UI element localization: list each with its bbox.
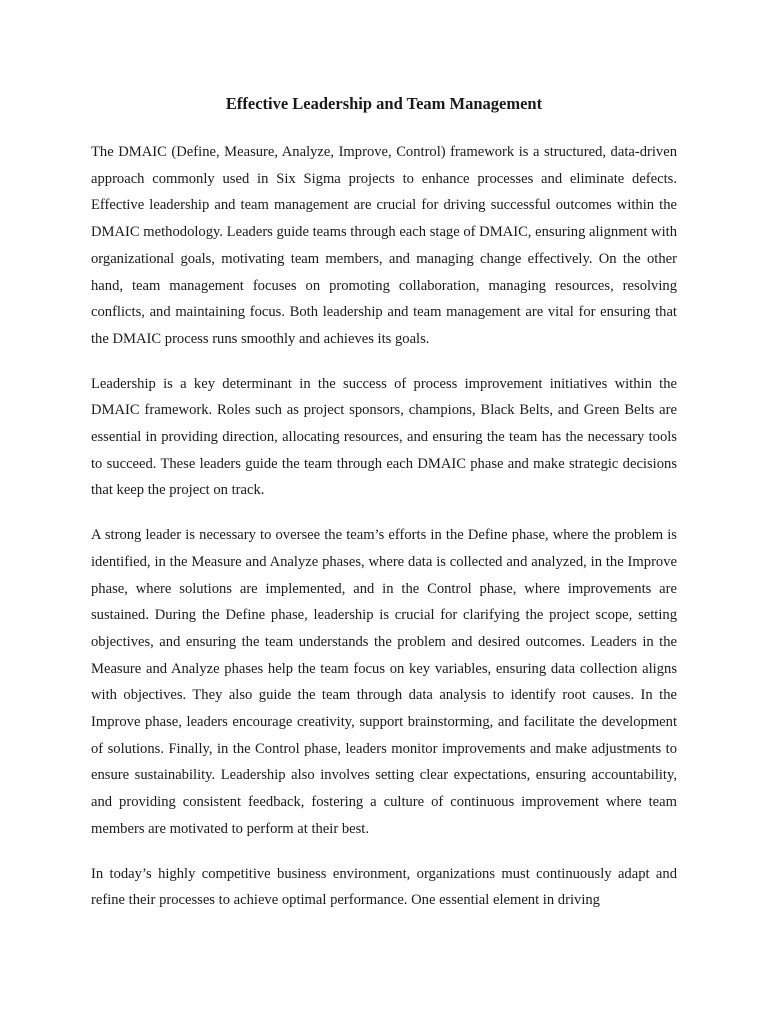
paragraph-dmaic-intro: The DMAIC (Define, Measure, Analyze, Improve, Control) framework is a structured, data-driven approach commonly used in Six Sigma projects to enhance processes and eliminate defects. Effective leadership and team management are crucial for driving successful outcomes within the DMAIC methodology. Leaders guide teams through each stage of DMAIC, ensuring alignment with organizational goals, motivating team members, and managing change effectively. On the other hand, team management focuses on promoting collaboration, managing resources, resolving conflicts, and maintaining focus. Both leadership and team management are vital for ensuring that the DMAIC process runs smoothly and achieves its goals. <box>91 144 677 347</box>
paragraph-competitive-environment: In today’s highly competitive business environment, organizations must continuously adapt and refine their processes to achieve optimal performance. One essential element in driving <box>91 865 677 909</box>
paragraph-phase-leadership: A strong leader is necessary to oversee the team’s efforts in the Define phase, where the problem is identified, in the Measure and Analyze phases, where data is collected and analyzed, in the Improve phase, where solutions are implemented, and in the Control phase, where improvements are sustained. During the Define phase, leadership is crucial for clarifying the project scope, setting objectives, and ensuring the team understands the problem and desired outcomes. Leaders in the Measure and Analyze phases help the team focus on key variables, ensuring data collection aligns with objectives. They also guide the team through data analysis to identify root causes. In the Improve phase, leaders encourage creativity, support brainstorming, and facilitate the development of solutions. Finally, in the Control phase, leaders monitor improvements and make adjustments to ensure sustainability. Leadership also involves setting clear expectations, ensuring accountability, and providing consistent feedback, fostering a culture of continuous improvement where team members are motivated to perform at their best. <box>91 527 677 837</box>
paragraph-leadership-roles: Leadership is a key determinant in the success of process improvement initiatives within the DMAIC framework. Roles such as project sponsors, champions, Black Belts, and Green Belts are essential in providing direction, allocating resources, and ensuring the team has the necessary tools to succeed. These leaders guide the team through each DMAIC phase and make strategic decisions that keep the project on track. <box>91 375 677 499</box>
document-title: Effective Leadership and Team Management <box>225 94 543 113</box>
